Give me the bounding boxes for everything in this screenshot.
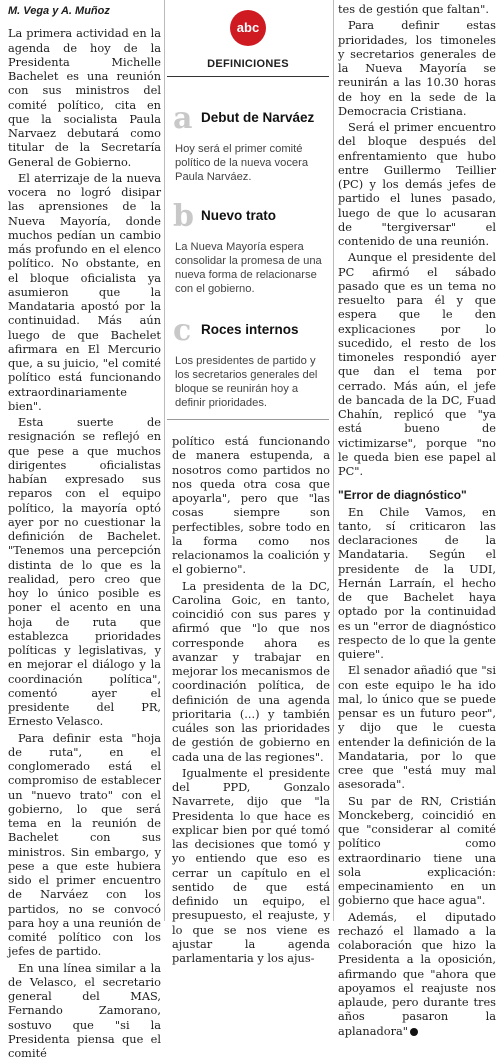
definition-title: Nuevo trato <box>201 208 277 223</box>
definitions-sidebar <box>167 6 329 420</box>
paragraph: Para definir esta "hoja de ruta", en el conglomerado está el compromiso de establecer un "nuevo trato" con el gobierno, lo que será tema en la reunión de Bachelet con sus ministros. Sin embargo, y pese a que este hubiera sido el primer encuentro de Narváez con los partidos, no se convocó para hoy a una reunión de comité político con los jefes de partido. <box>8 730 161 959</box>
middle-column <box>172 434 330 967</box>
letter-b-icon: b <box>173 199 194 234</box>
left-column <box>8 0 161 1062</box>
paragraph: Aunque el presidente del PC afirmó el sábado pasado que es un tema no resuelto para él y que espera que le den explicaciones por lo sucedido, el resto de los timoneles respondió ayer que dan el tema por cerrado. Más aún, el jefe de bancada de la DC, Fuad Chahín, replicó que "ya está bueno de victimizarse", porque "no le queda bien ese papel al PC". <box>338 250 496 478</box>
paragraph: Su par de RN, Cristián Monckeberg, coincidió en que "considerar al comité político como extraordinario tiene una sola explicación: empecinamiento en un gobierno que hace agua". <box>338 793 496 908</box>
definition-title: Roces internos <box>201 322 299 337</box>
definition-text: Hoy será el primer comité político de la nueva vocera Paula Narváez. <box>175 143 309 183</box>
paragraph <box>338 910 496 1038</box>
paragraph: En una línea similar a la de Velasco, el secretario general del MAS, Fernando Zamorano, sostuvo que "si la Presidenta piensa que el comité <box>8 960 161 1060</box>
divider <box>167 76 329 77</box>
paragraph: político está funcionando de manera estupenda, a nosotros como partidos no nos queda otra cosa que apoyarla", pero que "las cosas siempre son perfectibles, sobre todo en la forma como nos relacionamos la coalición y el gobierno". <box>172 434 330 577</box>
paragraph: En Chile Vamos, en tanto, sí criticaron las declaraciones de la Mandataria. Según el presidente de la UDI, Hernán Larraín, el hecho de que Bachelet haya optado por la continuidad es un "error de diagnóstico respecto de lo que la gente quiere". <box>338 504 496 661</box>
paragraph: El aterrizaje de la nueva vocera no logró disipar las aprensiones de la Nueva Mayoría, donde muchos pedían un cambio más profundo en el elenco político. No obstante, en el bloque oficialista ya asumieron que la Mandataria apostó por la continuidad. Más aún luego de que Bachelet afirmara en El Mercurio que, a su juicio, "el comité político está funcionando extraordinariamente bien". <box>8 170 161 413</box>
end-bullet-icon <box>410 1028 418 1036</box>
column-divider-right <box>333 0 334 921</box>
letter-a-icon: a <box>173 101 193 136</box>
definition-text: La Nueva Mayoría espera consolidar la promesa de una nueva forma de relacionarse con el gobierno. <box>175 241 322 295</box>
definition-title: Debut de Narváez <box>201 110 315 125</box>
paragraph: Igualmente el presidente del PPD, Gonzalo Navarrete, dijo que "la Presidenta lo que hace es explicar bien por qué tomó las decisiones que tomó y yo entiendo que eso es cerrar un capítulo en el sentido de que está definido un equipo, el presupuesto, el reajuste, y lo que se nos viene es ajustar la agenda parlamentaria y los ajus- <box>172 765 330 965</box>
abc-logo: abc <box>230 10 266 46</box>
paragraph: tes de gestión que faltan". <box>338 2 489 16</box>
byline: M. Vega y A. Muñoz <box>8 5 110 17</box>
paragraph-text: Además, el diputado rechazó el llamado a la colaboración que hizo la Presidenta a la oposición, afirmando que "ahora que apoyamos el reajuste nos aplaude, pero durante tres años pasaron la aplanadora" <box>338 909 496 1038</box>
paragraph: Esta suerte de resignación se reflejó en que pese a que muchos dirigentes oficialistas habían expresado sus reparos con el equipo político, la mayoría optó ayer por no cuestionar la definición de Bachelet. "Tenemos una percepción distinta de lo que es la realidad, pero creo que hoy lo único posible es poner el acento en una hoja de ruta que establezca prioridades políticas y legislativas, y en mejorar el diálogo y la coordinación política", comentó ayer el presidente del PR, Ernesto Velasco. <box>8 415 161 729</box>
sidebar-label: DEFINICIONES <box>207 58 289 70</box>
right-column <box>338 2 496 1040</box>
paragraph: La presidenta de la DC, Carolina Goic, en tanto, coincidió con sus pares y afirmó que "lo que nos corresponde ahora es avanzar y trabajar en mejorar los mecanismos de coordinación política, de definición de una agenda prioritaria (...) y también cuáles son las prioridades de gestión de gobierno en cada una de las regiones". <box>172 578 330 764</box>
letter-c-icon: c <box>173 313 192 348</box>
subheading: "Error de diagnóstico" <box>338 488 467 503</box>
column-divider-left <box>164 0 165 921</box>
paragraph: La primera actividad en la agenda de hoy de la Presidenta Michelle Bachelet es una reunión con sus ministros del comité político, cita en que la socialista Paula Narvaez debutará como titular de la Secretaría General de Gobierno. <box>8 26 161 169</box>
paragraph: El senador añadió que "si con este equipo le ha ido mal, lo único que se puede pensar es un futuro peor", y dijo que le cuesta entender la definición de la Mandataria, por lo que cree que "está muy mal asesorada". <box>338 663 496 792</box>
paragraph: Para definir estas prioridades, los timoneles y secretarios generales de la Nueva Mayoría se reunirán a las 10.30 horas de hoy en la sede de la Democracia Cristiana. <box>338 18 496 118</box>
definition-text: Los presidentes de partido y los secretarios generales del bloque se reunirán hoy a definir prioridades. <box>175 355 318 409</box>
paragraph: Será el primer encuentro del bloque después del enfrentamiento que hubo entre Guillermo Teillier (PC) y los demás jefes de partido el lunes pasado, luego de que lo acusaran de "tergiversar" el contenido de una reunión. <box>338 120 496 248</box>
